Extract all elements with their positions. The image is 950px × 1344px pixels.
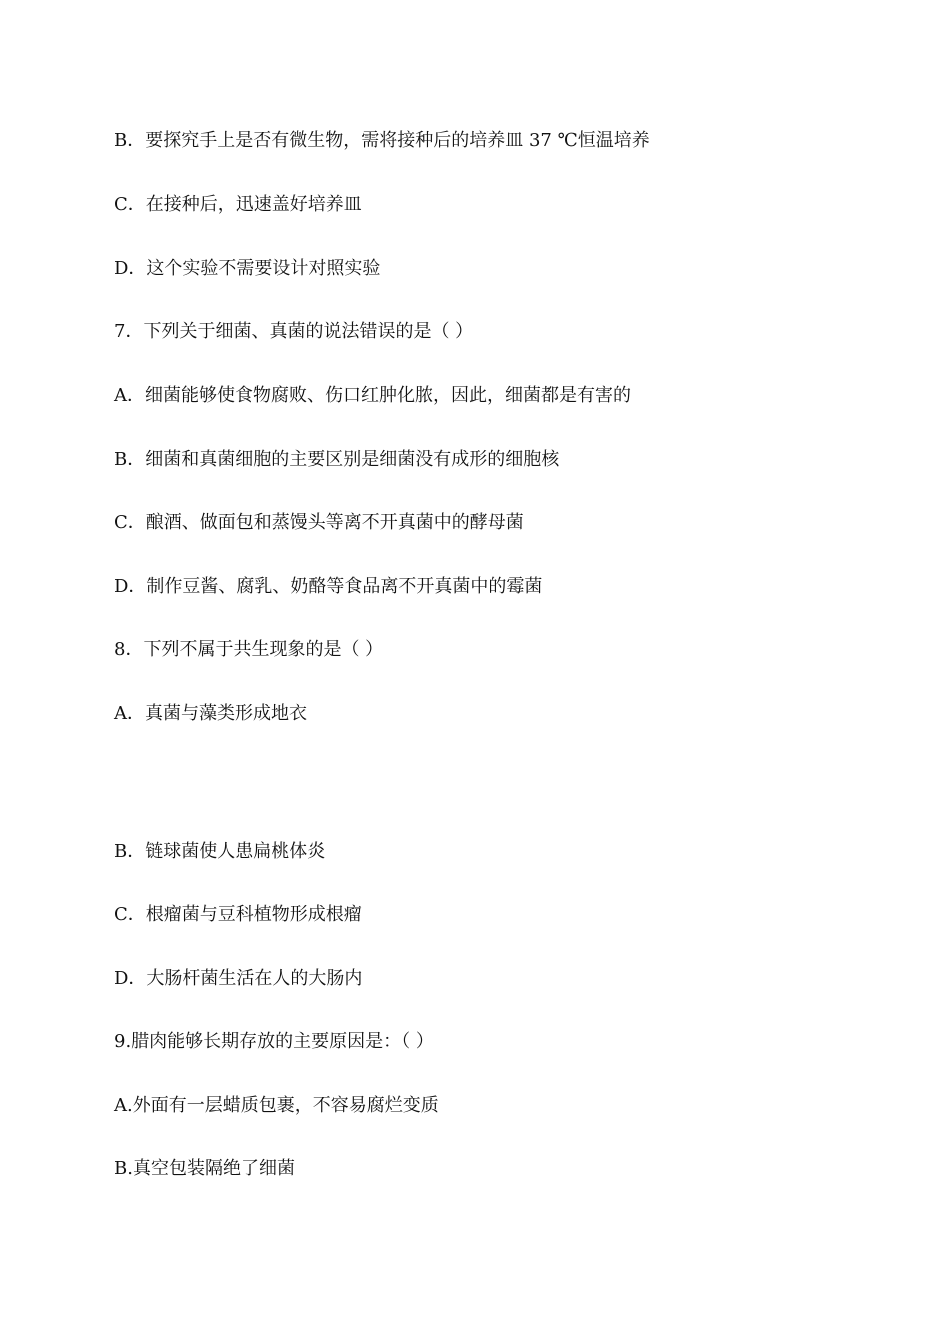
q7-option-c: C．酿酒、做面包和蒸馒头等离不开真菌中的酵母菌 xyxy=(114,512,524,533)
q6-option-c: C．在接种后，迅速盖好培养皿 xyxy=(114,194,362,215)
question-7: 7．下列关于细菌、真菌的说法错误的是（ ） xyxy=(114,321,474,342)
q9-option-a: A.外面有一层蜡质包裹，不容易腐烂变质 xyxy=(114,1095,439,1116)
q6-option-d: D．这个实验不需要设计对照实验 xyxy=(114,258,381,279)
q7-option-d: D．制作豆酱、腐乳、奶酪等食品离不开真菌中的霉菌 xyxy=(114,576,543,597)
q7-option-b: B．细菌和真菌细胞的主要区别是细菌没有成形的细胞核 xyxy=(114,449,560,470)
q8-option-b: B．链球菌使人患扁桃体炎 xyxy=(114,841,326,862)
question-9: 9.腊肉能够长期存放的主要原因是：（ ） xyxy=(114,1031,434,1052)
q8-option-a: A．真菌与藻类形成地衣 xyxy=(114,703,307,724)
question-8: 8．下列不属于共生现象的是（ ） xyxy=(114,639,384,660)
q6-option-b: B．要探究手上是否有微生物，需将接种后的培养皿 37 ℃恒温培养 xyxy=(114,130,650,151)
q8-option-c: C．根瘤菌与豆科植物形成根瘤 xyxy=(114,904,362,925)
q9-option-b: B.真空包装隔绝了细菌 xyxy=(114,1158,295,1179)
q7-option-a: A．细菌能够使食物腐败、伤口红肿化脓，因此，细菌都是有害的 xyxy=(114,385,631,406)
q8-option-d: D．大肠杆菌生活在人的大肠内 xyxy=(114,968,363,989)
